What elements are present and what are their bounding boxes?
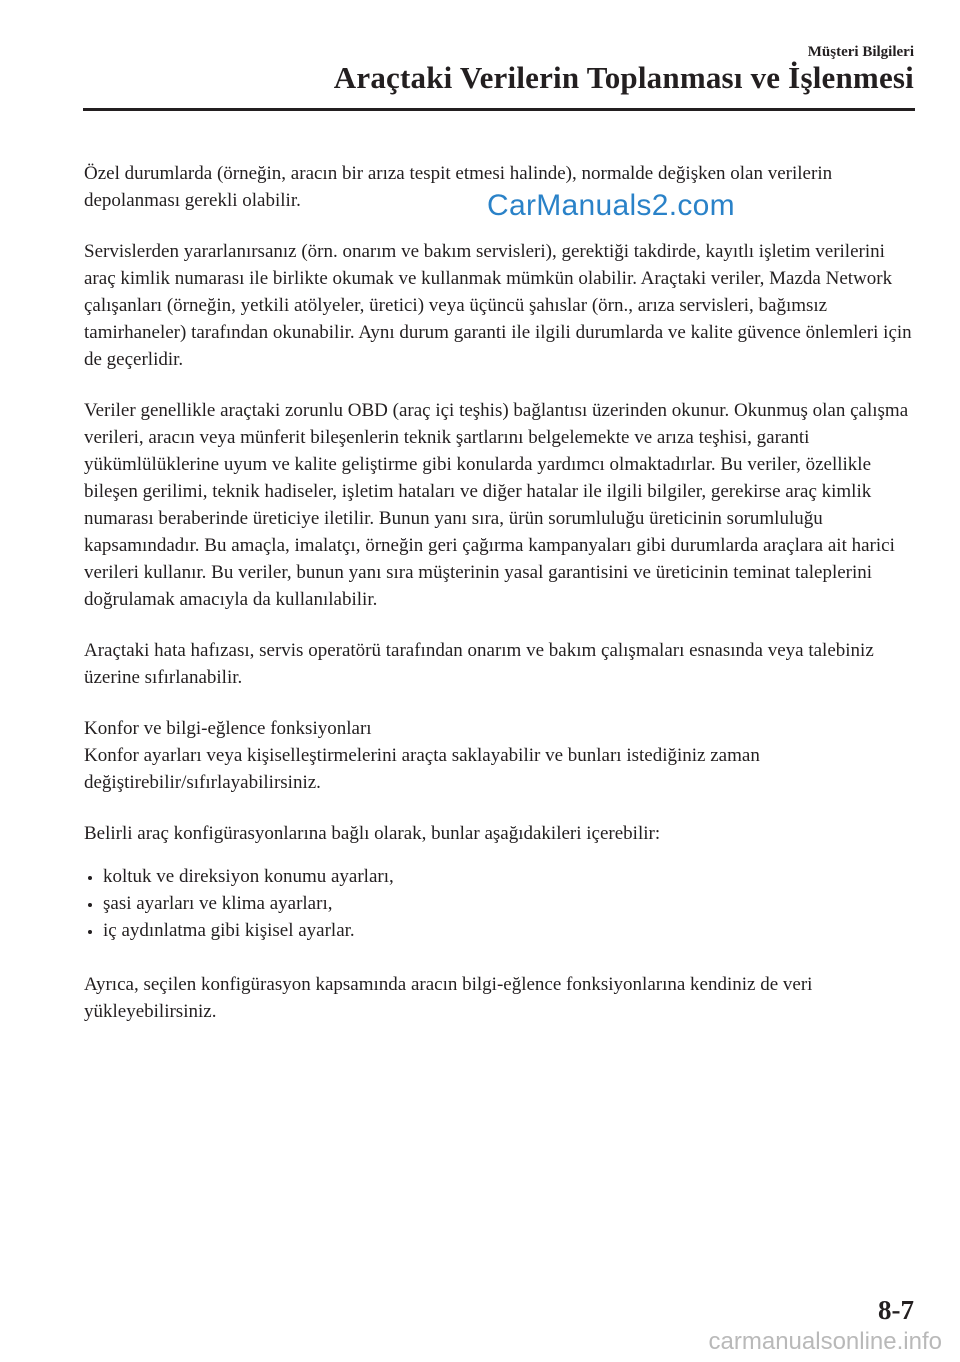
- list-intro: Belirli araç konfigürasyonlarına bağlı olarak, bunlar aşağıdakileri içerebilir:: [84, 823, 661, 844]
- section-label: Müşteri Bilgileri: [807, 44, 914, 60]
- list-item: [84, 890, 914, 917]
- paragraph-closing: Ayrıca, seçilen konfigürasyon kapsamında aracın bilgi-eğlence fonksiyonlarına kendiniz de veri yükleyebilirsiniz.: [84, 974, 813, 1022]
- list-item: [84, 917, 914, 944]
- list-item: [84, 863, 914, 890]
- list-item-text: iç aydınlatma gibi kişisel ayarlar.: [103, 920, 355, 941]
- bullet-icon: [88, 876, 92, 880]
- bullet-icon: [88, 903, 92, 907]
- comfort-heading: Konfor ve bilgi-eğlence fonksiyonları: [84, 718, 372, 739]
- paragraph-special-cases: Özel durumlarda (örneğin, aracın bir arıza tespit etmesi halinde), normalde değişken olan verilerin depolanması gerekli olabilir.: [84, 163, 833, 211]
- watermark: CarManuals2.com: [487, 189, 735, 222]
- paragraph-error-memory: Araçtaki hata hafızası, servis operatörü tarafından onarım ve bakım çalışmaları esnasında veya talebiniz üzerine sıfırlanabilir.: [84, 640, 874, 688]
- footer-watermark: carmanualsonline.info: [708, 1328, 942, 1355]
- page-number: 8-7: [878, 1295, 914, 1325]
- list-item-text: koltuk ve direksiyon konumu ayarları,: [103, 866, 394, 887]
- body-content: [84, 160, 914, 1049]
- list-item-text: şasi ayarları ve klima ayarları,: [103, 893, 333, 914]
- paragraph-comfort: Konfor ayarları veya kişiselleştirmelerini araçta saklayabilir ve bunları istediğiniz zaman değiştirebilir/sıfırlayabilirsiniz.: [84, 745, 760, 793]
- page-title: Araçtaki Verilerin Toplanması ve İşlenmesi: [333, 60, 914, 95]
- paragraph-services: Servislerden yararlanırsanız (örn. onarım ve bakım servisleri), gerektiği takdirde, kayıtlı işletim verilerini araç kimlik numarası ile birlikte okumak ve kullanmak mümkün olabilir. Araçtaki veriler, Mazda Network çalışanları (örneğin, yetkili atölyeler, üretici) veya üçüncü şahıslar (örn., arıza servisleri, bağımsız tamirhaneler) tarafından okunabilir. Aynı durum garanti ile ilgili durumlarda ve kalite güvence önlemleri için de geçerlidir.: [84, 241, 912, 370]
- paragraph-obd: Veriler genellikle araçtaki zorunlu OBD (araç içi teşhis) bağlantısı üzerinden okunur. Okunmuş olan çalışma verileri, aracın veya münferit bileşenlerin teknik şartlarını belgelemekte ve arıza teşhisi, garanti yükümlülüklerine uyum ve kalite geliştirme gibi konularda yardımcı olmaktadırlar. Bu veriler, özellikle bileşen gerilimi, teknik hadiseler, işletim hataları ve diğer hatalar ile ilgili bilgiler, gerekirse araç kimlik numarası beraberinde üreticiye iletilir. Bunun yanı sıra, ürün sorumluluğu üreticinin sorumluluğu kapsamındadır. Bu amaçla, imalatçı, örneğin geri çağırma kampanyaları gibi durumlarda araçlara ait harici verileri kullanır. Bu veriler, bunun yanı sıra müşterinin yasal garantisini ve üreticinin teminat taleplerini doğrulamak amacıyla da kullanılabilir.: [84, 400, 909, 610]
- bullet-icon: [88, 930, 92, 934]
- settings-list: [84, 863, 914, 944]
- header-divider: [83, 108, 915, 111]
